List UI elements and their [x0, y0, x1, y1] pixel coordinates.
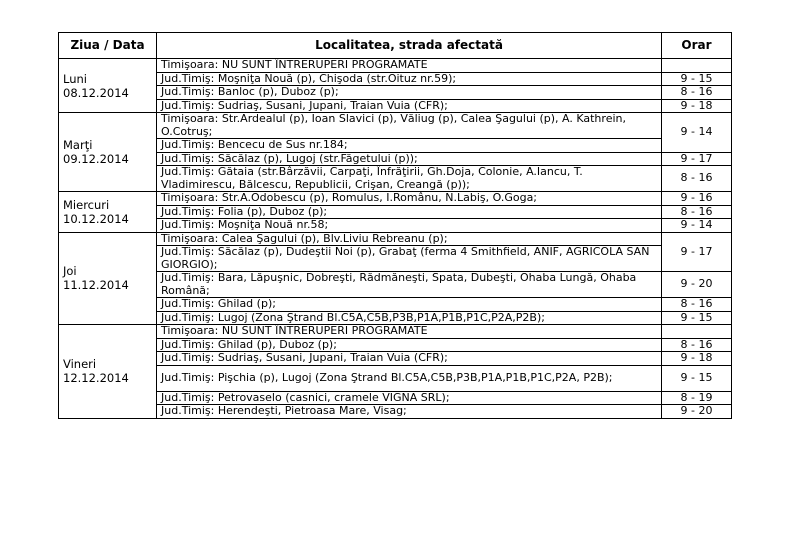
day-date: 09.12.2014 [63, 152, 129, 166]
time-cell: 9 - 18 [662, 352, 732, 366]
table-row [59, 86, 732, 100]
table-row [59, 232, 732, 246]
location-cell: Jud.Timiş: Săcălaz (p), Dudeştii Noi (p), Grabaţ (ferma 4 Smithfield, ANIF, AGRICOLA SAN GIORGIO); [157, 246, 662, 272]
table-row [59, 338, 732, 352]
time-cell: 8 - 16 [662, 205, 732, 219]
day-cell [59, 192, 157, 233]
table-row [59, 311, 732, 325]
table-row [59, 298, 732, 312]
time-cell: 9 - 14 [662, 219, 732, 233]
table-row [59, 152, 732, 166]
day-cell [59, 325, 157, 419]
table-row [59, 325, 732, 339]
table-row [59, 219, 732, 233]
time-cell: 9 - 15 [662, 365, 732, 391]
outage-schedule-table [58, 32, 732, 419]
header-day: Ziua / Data [59, 33, 157, 59]
location-cell: Jud.Timiş: Moşniţa Nouă (p), Chişoda (str.Oituz nr.59); [157, 72, 662, 86]
time-cell: 9 - 14 [662, 113, 732, 153]
time-cell: 9 - 17 [662, 152, 732, 166]
day-name: Luni [63, 71, 87, 86]
location-cell: Jud.Timiş: Sudriaş, Susani, Jupani, Traian Vuia (CFR); [157, 352, 662, 366]
table-row [59, 192, 732, 206]
day-cell [59, 113, 157, 192]
time-cell: 9 - 15 [662, 72, 732, 86]
location-cell: Jud.Timiş: Lugoj (Zona Ştrand Bl.C5A,C5B,P3B,P1A,P1B,P1C,P2A,P2B); [157, 311, 662, 325]
location-cell: Timişoara: Str.Ardealul (p), Ioan Slavici (p), Văliug (p), Calea Şagului (p), A. Kathrein, O.Cotruş; [157, 113, 662, 139]
header-location: Localitatea, strada afectată [157, 33, 662, 59]
location-cell: Jud.Timiş: Bencecu de Sus nr.184; [157, 139, 662, 153]
location-cell: Timişoara: NU SUNT ÎNTRERUPERI PROGRAMATE [157, 325, 662, 339]
table-row [59, 246, 732, 272]
time-cell: 9 - 16 [662, 192, 732, 206]
time-cell: 9 - 17 [662, 232, 732, 272]
header-row [59, 33, 732, 59]
time-cell [662, 59, 732, 73]
location-cell: Jud.Timiş: Ghilad (p); [157, 298, 662, 312]
location-cell: Jud.Timiş: Pişchia (p), Lugoj (Zona Ştrand Bl.C5A,C5B,P3B,P1A,P1B,P1C,P2A, P2B); [157, 365, 662, 391]
location-cell: Jud.Timiş: Banloc (p), Duboz (p); [157, 86, 662, 100]
day-date: 11.12.2014 [63, 278, 129, 293]
time-cell [662, 325, 732, 339]
time-cell: 8 - 19 [662, 391, 732, 405]
time-cell: 8 - 16 [662, 338, 732, 352]
table-row [59, 352, 732, 366]
day-date: 12.12.2014 [63, 371, 129, 386]
location-cell: Jud.Timiş: Săcălaz (p), Lugoj (str.Făgetului (p)); [157, 152, 662, 166]
time-cell: 9 - 15 [662, 311, 732, 325]
header-time: Orar [662, 33, 732, 59]
time-cell: 9 - 18 [662, 99, 732, 113]
day-date: 10.12.2014 [63, 211, 129, 226]
day-cell [59, 232, 157, 325]
day-name: Joi [63, 264, 77, 279]
table-row [59, 391, 732, 405]
day-cell [59, 59, 157, 113]
time-cell: 8 - 16 [662, 86, 732, 100]
day-name: Marţi [63, 138, 93, 152]
table-row [59, 405, 732, 419]
day-name: Vineri [63, 357, 97, 372]
location-cell: Timişoara: NU SUNT ÎNTRERUPERI PROGRAMATE [157, 59, 662, 73]
time-cell: 9 - 20 [662, 405, 732, 419]
table-row [59, 139, 732, 153]
location-cell: Jud.Timiş: Herendeşti, Pietroasa Mare, Visag; [157, 405, 662, 419]
location-cell: Jud.Timiş: Bara, Lăpuşnic, Dobreşti, Rădmăneşti, Spata, Dubeşti, Ohaba Lungă, Ohaba Română; [157, 272, 662, 298]
table-row [59, 166, 732, 192]
time-cell: 9 - 20 [662, 272, 732, 298]
day-date: 08.12.2014 [63, 85, 129, 100]
table-row [59, 59, 732, 73]
table-row [59, 272, 732, 298]
location-cell: Timişoara: Calea Şagului (p), Blv.Liviu Rebreanu (p); [157, 232, 662, 246]
day-name: Miercuri [63, 197, 110, 212]
table-row [59, 99, 732, 113]
location-cell: Jud.Timiş: Moşniţa Nouă nr.58; [157, 219, 662, 233]
table-row [59, 113, 732, 139]
time-cell: 8 - 16 [662, 166, 732, 192]
location-cell: Jud.Timiş: Folia (p), Duboz (p); [157, 205, 662, 219]
location-cell: Jud.Timiş: Petrovaselo (casnici, cramele VIGNA SRL); [157, 391, 662, 405]
table-row [59, 365, 732, 391]
time-cell: 8 - 16 [662, 298, 732, 312]
location-cell: Jud.Timiş: Gătaia (str.Bârzăvii, Carpaţi, Înfrăţirii, Gh.Doja, Colonie, A.Iancu, T. Vladimirescu, Bălcescu, Republicii, Crişan, Creangă (p)); [157, 166, 662, 192]
table-row [59, 205, 732, 219]
location-cell: Timişoara: Str.A.Odobescu (p), Romulus, I.Românu, N.Labiş, O.Goga; [157, 192, 662, 206]
location-cell: Jud.Timiş: Sudriaş, Susani, Jupani, Traian Vuia (CFR); [157, 99, 662, 113]
table-row [59, 72, 732, 86]
location-cell: Jud.Timiş: Ghilad (p), Duboz (p); [157, 338, 662, 352]
